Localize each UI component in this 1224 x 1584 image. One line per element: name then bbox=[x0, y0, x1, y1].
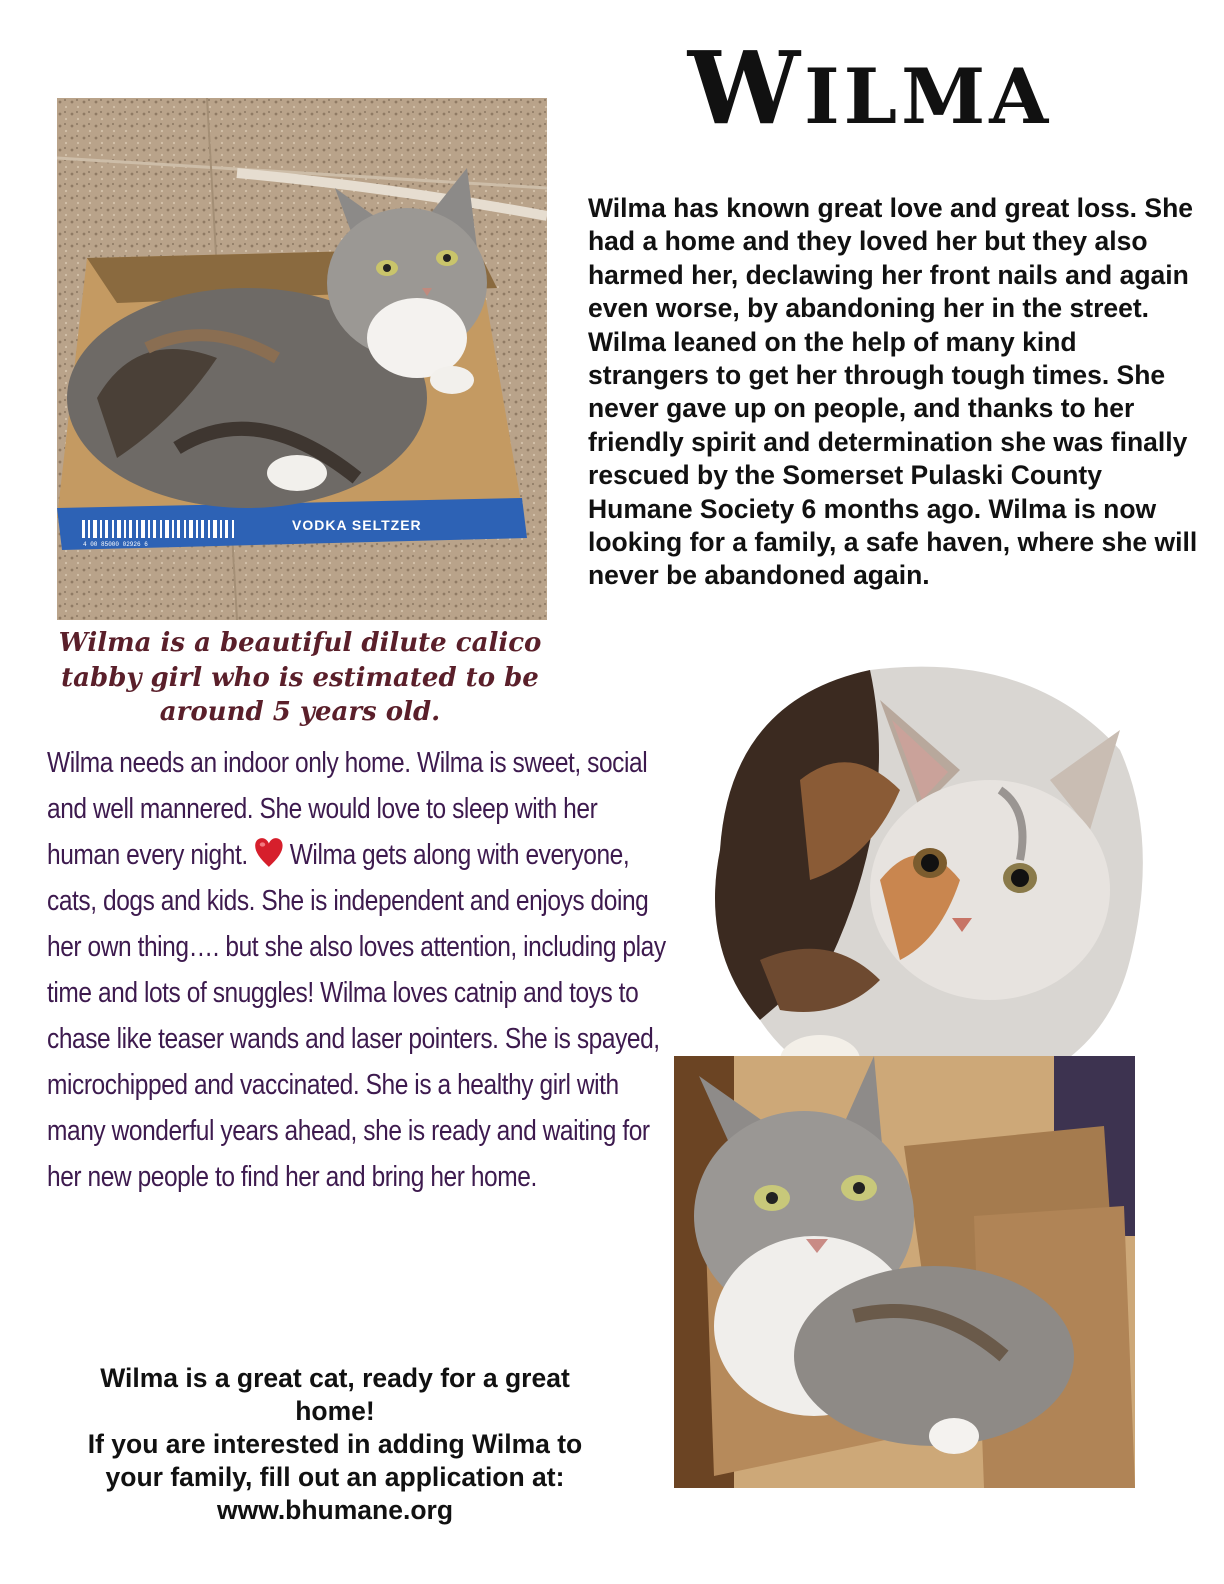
title-rest: ILMA bbox=[804, 52, 1053, 141]
photo-cat-in-box bbox=[57, 98, 547, 620]
barcode-number: 4 00 85000 02926 6 bbox=[83, 541, 148, 548]
photo-cat-in-cardboard-box bbox=[674, 1056, 1135, 1488]
description-part-2: Wilma gets along with everyone, cats, dogs and kids. She is independent and enjoys doing her own thing…. but she also loves attention, including play time and lots of snuggles! Wilma loves catnip and toys to chase like teaser wands and laser pointers. She is spayed, microchipped and vaccinated. She is a healthy girl with many wonderful years ahead, she is ready and waiting for her new people to find her and bring her home. bbox=[47, 839, 666, 1193]
description-part-1: Wilma needs an indoor only home. Wilma is sweet, social and well mannered. She would love to sleep with her human every night. bbox=[47, 747, 648, 871]
title-initial: W bbox=[687, 29, 805, 147]
page-title bbox=[600, 29, 1140, 147]
box-label: VODKA SELTZER bbox=[292, 517, 422, 533]
heart-icon bbox=[254, 836, 283, 870]
description-paragraph bbox=[47, 740, 666, 1200]
story-paragraph: Wilma has known great love and great loss. She had a home and they loved her but they also harmed her, declawing her front nails and again even worse, by abandoning her in the street. Wilma leaned on the help of many kind strangers to get her through tough times. She never gave up on people, and thanks to her friendly spirit and determination she was finally rescued by the Somerset Pulaski County Humane Society 6 months ago. Wilma is now looking for a family, a safe haven, where she will never be abandoned again. bbox=[588, 193, 1198, 591]
closing-line-2: If you are interested in adding Wilma to your family, fill out an application at: www.bhumane.org bbox=[87, 1429, 583, 1525]
photo-caption: Wilma is a beautiful dilute calico tabby girl who is estimated to be around 5 years old. bbox=[58, 628, 542, 727]
closing-line-1: Wilma is a great cat, ready for a great home! bbox=[100, 1363, 570, 1426]
closing-section bbox=[60, 1362, 610, 1527]
